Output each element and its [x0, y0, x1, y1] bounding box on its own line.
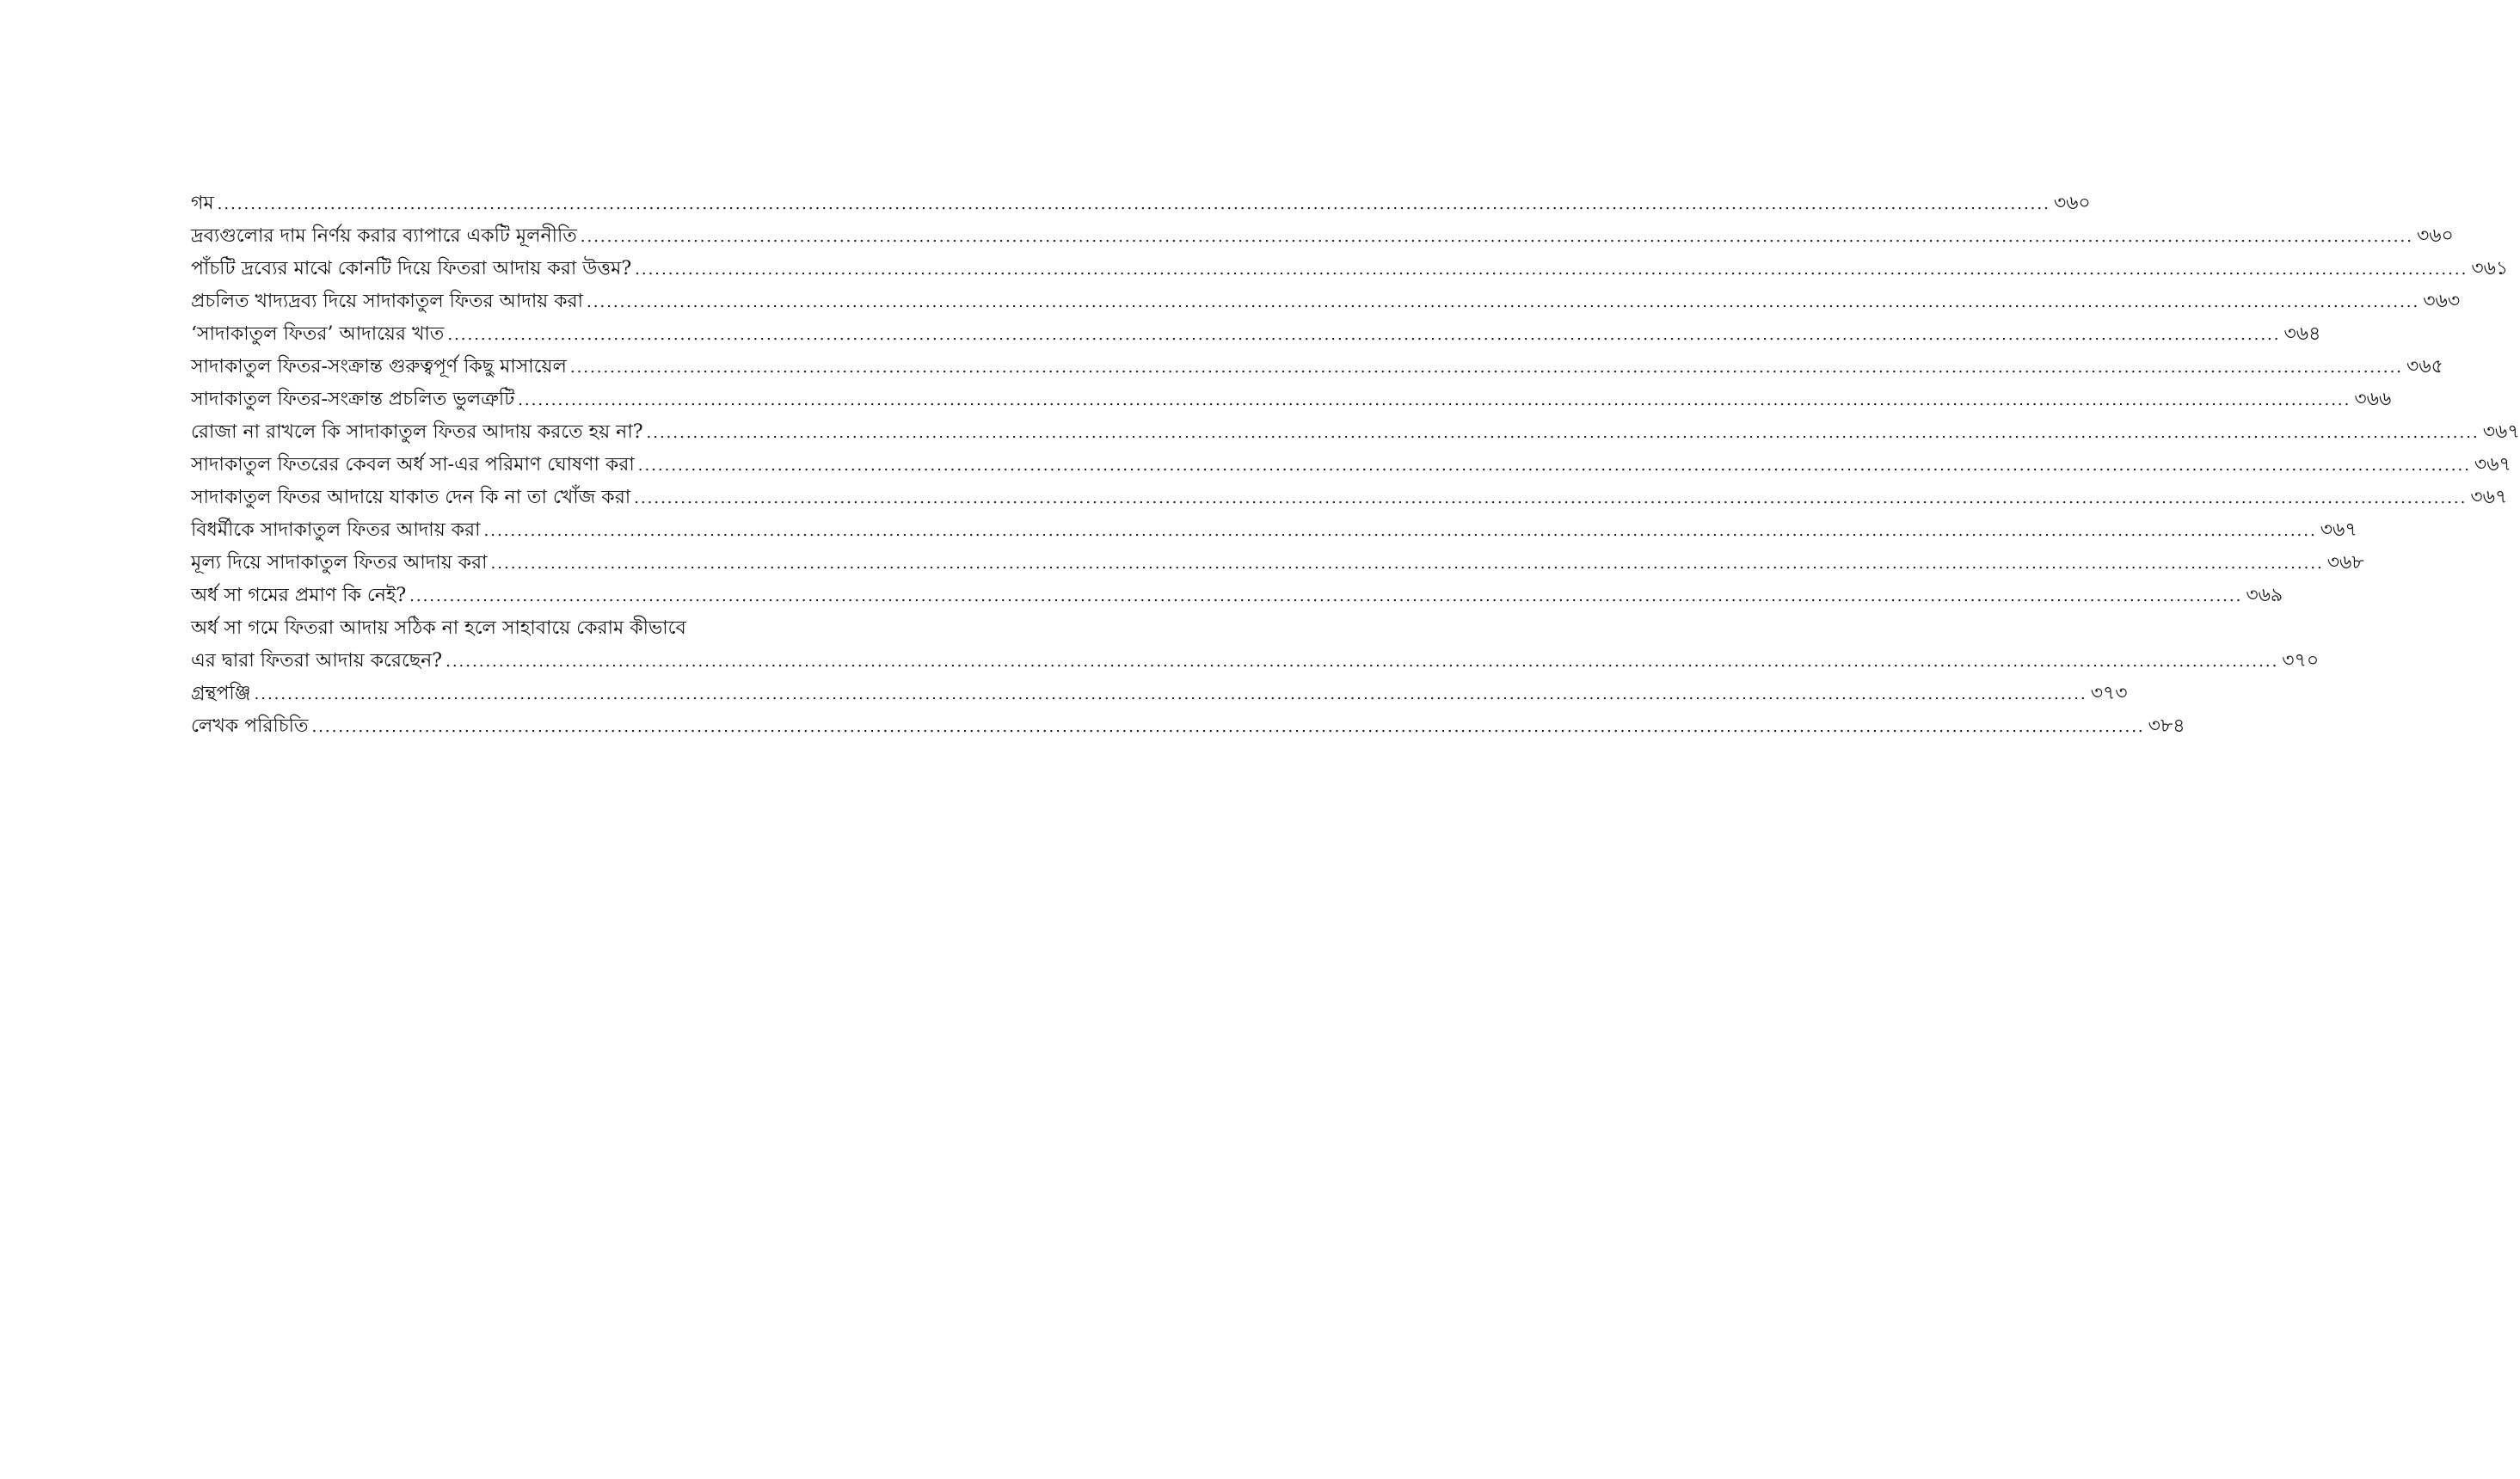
dot-leader — [218, 188, 2050, 221]
dot-leader — [570, 352, 2403, 384]
toc-entry-page: ৩৬১ — [2471, 258, 2509, 279]
toc-entry — [191, 416, 2520, 449]
toc-entry — [191, 220, 2454, 253]
toc-entry-page: ৩৬৬ — [2354, 389, 2392, 410]
toc-entry-title: মূল্য দিয়ে সাদাকাতুল ফিতর আদায় করা — [191, 552, 488, 574]
toc-entry-multiline — [191, 612, 2320, 678]
toc-entry-title: ‘সাদাকাতুল ফিতর’ আদায়ের খাত — [191, 323, 445, 345]
toc-entry-page: ৩৮৪ — [2148, 715, 2185, 737]
dot-leader — [255, 678, 2087, 711]
toc-entry-line2 — [191, 645, 2320, 678]
toc-entry — [191, 253, 2509, 285]
toc-entry-page: ৩৬৪ — [2283, 323, 2321, 345]
toc-entry-title: অর্ধ সা গমের প্রমাণ কি নেই? — [191, 585, 407, 606]
toc-entry — [191, 678, 2128, 710]
toc-entry-page: ৩৬৭ — [2320, 519, 2357, 541]
dot-leader — [484, 515, 2317, 548]
toc-entry-title: রোজা না রাখলে কি সাদাকাতুল ফিতর আদায় করতে হয় না? — [191, 421, 643, 443]
toc-entry-title: দ্রব্যগুলোর দাম নির্ণয় করার ব্যাপারে একটি মূলনীতি — [191, 225, 577, 247]
toc-entry — [191, 449, 2511, 482]
toc-entry-title: পাঁচটি দ্রব্যের মাঝে কোনটি দিয়ে ফিতরা আদায় করা উত্তম? — [191, 258, 632, 279]
dot-leader — [581, 221, 2413, 254]
toc-entry — [191, 580, 2283, 612]
dot-leader — [638, 450, 2471, 482]
toc-entry-title: গ্রন্থপঞ্জি — [191, 683, 251, 704]
toc-entry — [191, 710, 2185, 743]
toc-entry-page: ৩৬০ — [2053, 193, 2091, 214]
toc-entry — [191, 482, 2508, 514]
toc-entry-title: সাদাকাতুল ফিতর আদায়ে যাকাত দেন কি না তা খোঁজ করা — [191, 487, 631, 508]
toc-entry — [191, 285, 2461, 318]
toc-entry-page: ৩৬৫ — [2406, 356, 2443, 377]
dot-leader — [447, 319, 2280, 352]
toc-entry — [191, 384, 2392, 416]
toc-entry-title: লেখক পরিচিতি — [191, 715, 309, 737]
toc-entry-title: সাদাকাতুল ফিতরের কেবল অর্ধ সা-এর পরিমাণ ঘোষণা করা — [191, 454, 635, 476]
dot-leader — [587, 286, 2419, 319]
dot-leader — [518, 384, 2351, 417]
toc-entry-page: ৩৬৩ — [2423, 291, 2461, 312]
toc-entry — [191, 187, 2091, 220]
toc-entry-title: প্রচলিত খাদ্যদ্রব্য দিয়ে সাদাকাতুল ফিতর আদায় করা — [191, 291, 584, 312]
toc-entry-page: ৩৬০ — [2416, 225, 2454, 247]
toc-entry-page: ৩৬৭ — [2474, 454, 2511, 476]
toc-entry-title: গম — [191, 193, 214, 214]
dot-leader — [409, 580, 2242, 613]
table-of-contents — [191, 187, 2520, 743]
toc-entry — [191, 514, 2357, 547]
toc-entry-page: ৩৬৯ — [2246, 585, 2283, 606]
toc-entry-title: বিধর্মীকে সাদাকাতুল ফিতর আদায় করা — [191, 519, 481, 541]
toc-entry-page: ৩৭৩ — [2090, 683, 2128, 704]
toc-entry-title: সাদাকাতুল ফিতর-সংক্রান্ত গুরুত্বপূর্ণ কিছু মাসায়েল — [191, 356, 567, 377]
dot-leader — [446, 646, 2278, 678]
toc-entry — [191, 318, 2321, 351]
dot-leader — [311, 711, 2144, 744]
toc-entry-title-line1: অর্ধ সা গমে ফিতরা আদায় সঠিক না হলে সাহাবায়ে কেরাম কীভাবে — [191, 617, 686, 639]
dot-leader — [647, 417, 2480, 450]
toc-entry-title: সাদাকাতুল ফিতর-সংক্রান্ত প্রচলিত ভুলত্রুটি — [191, 389, 515, 410]
dot-leader — [635, 254, 2468, 286]
dot-leader — [491, 548, 2324, 580]
toc-entry-page: ৩৬৭ — [2470, 487, 2508, 508]
dot-leader — [634, 482, 2467, 515]
toc-entry-page: ৩৬৮ — [2326, 552, 2364, 574]
toc-entry — [191, 547, 2364, 580]
toc-entry-page: ৩৬৭ — [2482, 421, 2520, 443]
toc-entry — [191, 351, 2443, 384]
toc-entry-page: ৩৭০ — [2282, 650, 2320, 672]
toc-entry-title-line2: এর দ্বারা ফিতরা আদায় করেছেন? — [191, 650, 443, 672]
